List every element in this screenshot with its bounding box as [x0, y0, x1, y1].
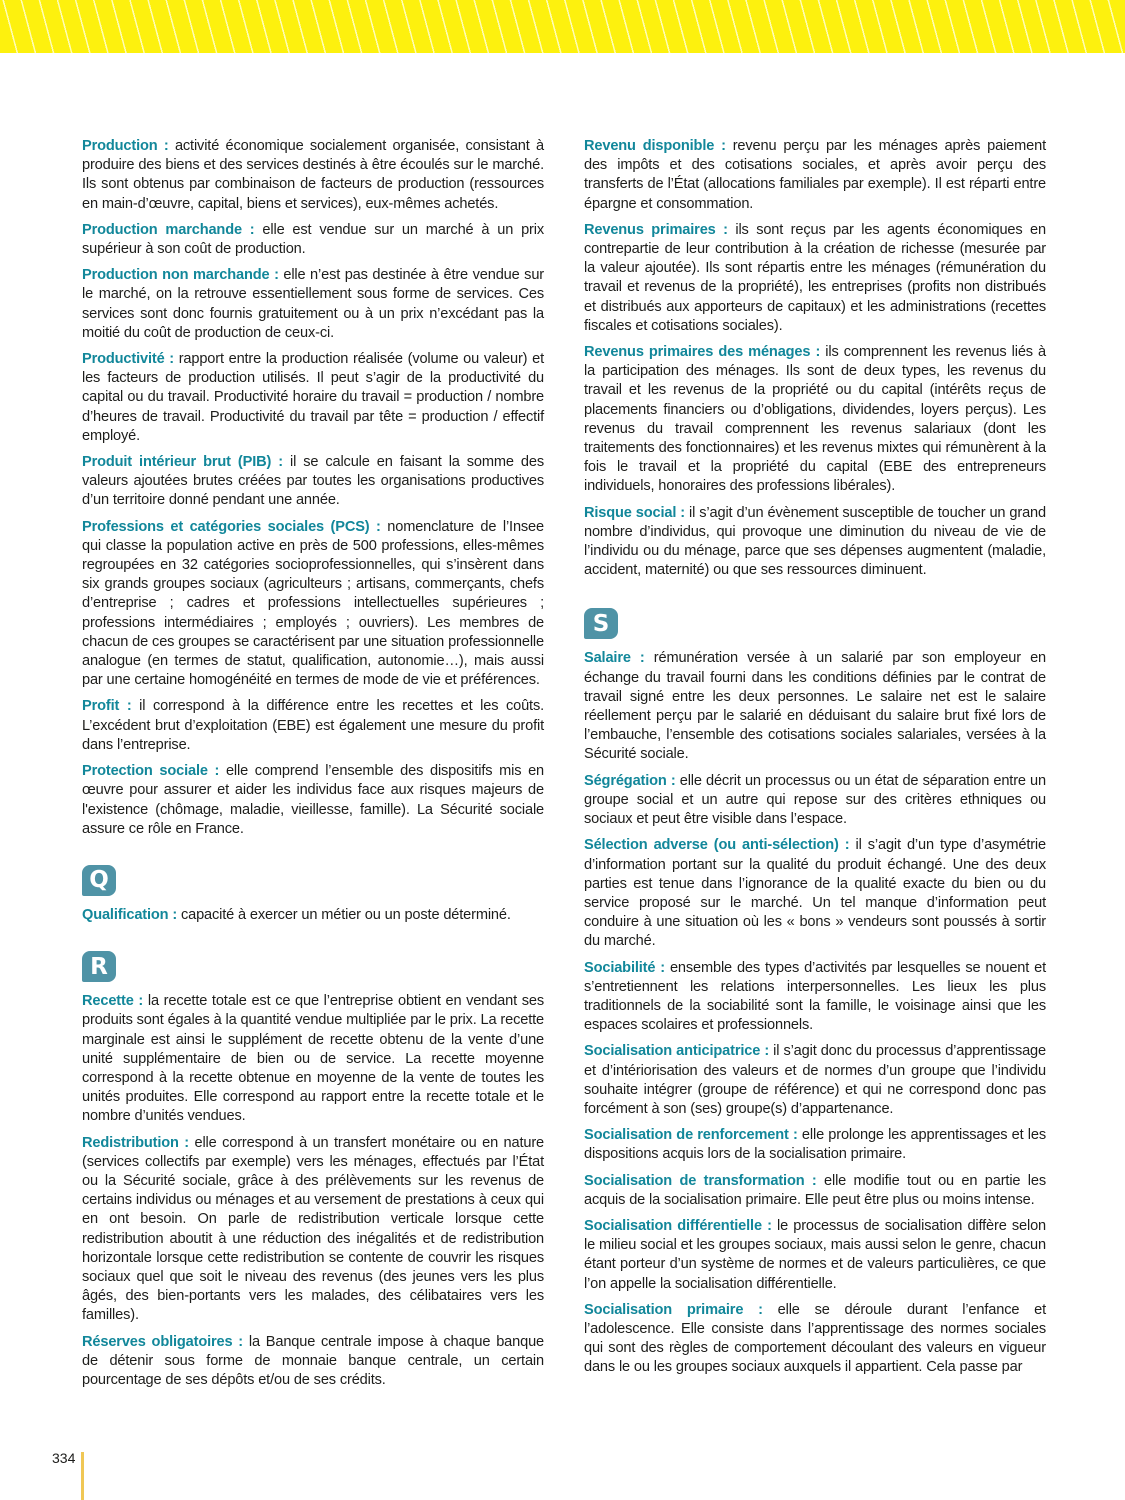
- glossary-entry-pcs: [82, 518, 544, 691]
- glossary-definition: nomenclature de l’Insee qui classe la population active en près de 500 professions, elles-mêmes regroupées en 32 catégories socioprofessionnelles, qui s’insèrent dans six grands groupes sociaux (agriculteurs ; artisans, commerçants, chefs d’entreprise ; cadres et professions intellectuelles supérieures ; professions intermédiaires ; employés ; ouvriers). Les membres de chacun de ces groupes se caractérisent par une situation professionnelle analogue (en termes de statut, qualification, autonomie…), mais aussi par une certaine homogénéité en termes de mode de vie et préférences.: [82, 518, 544, 689]
- glossary-term: Qualification :: [82, 906, 178, 923]
- glossary-entry-revenus-primaires: [584, 221, 1046, 336]
- glossary-term: Risque social :: [584, 504, 686, 521]
- glossary-definition: activité économique socialement organisée, consistant à produire des biens et des services destinés à être écoulés sur le marché. Ils sont obtenus par combinaison de facteurs de production (ressources en main-d’œuvre, capital, biens et services), eux-mêmes achetés.: [82, 138, 544, 212]
- glossary-definition: elle est vendue sur un marché à un prix supérieur à son coût de production.: [82, 221, 544, 258]
- glossary-entry-salaire: [584, 649, 1046, 764]
- glossary-term: Protection sociale :: [82, 763, 220, 780]
- glossary-term: Revenu disponible :: [584, 138, 726, 154]
- glossary-term: Produit intérieur brut (PIB) :: [82, 454, 283, 471]
- glossary-definition: elle se déroule durant l’enfance et l’adolescence. Elle consiste dans l’apprentissage des normes sociales qui sont des règles de comportement découlant des valeurs en vigueur dans le ou les groupes sociaux auxquels il appartient. Cela passe par: [584, 1301, 1046, 1376]
- glossary-entry-socialisation-renforcement: [584, 1126, 1046, 1164]
- section-letter-q: [82, 865, 544, 896]
- glossary-term: Profit :: [82, 698, 132, 715]
- letter-badge-icon: S: [584, 608, 618, 639]
- glossary-definition: rapport entre la production réalisée (volume ou valeur) et les facteurs de production utilisés. Il peut s’agir de la productivité du capital ou du travail. Productivité horaire du travail = production / nombre d’heures de travail. Productivité du travail par tête = production / effectif employé.: [82, 351, 544, 444]
- glossary-term: Socialisation de transformation :: [584, 1172, 817, 1189]
- glossary-definition: il s’agit d’un type d’asymétrie d’information portant sur la qualité du produit échangé. Une des deux parties est tenue dans l’ignorance de la qualité exacte du bien ou du service proposé sur le marché. Un tel manque d’information peut conduire à une situation où les « bons » vendeurs sont poussés à sortir du marché.: [584, 837, 1046, 950]
- glossary-definition: elle décrit un processus ou un état de séparation entre un groupe social et un autre qui repose sur des critères ethniques ou sociaux et peut être visible dans l’espace.: [584, 772, 1046, 828]
- glossary-definition: ils comprennent les revenus liés à la participation des ménages. Ils sont de deux types, les revenus du travail et les revenus de la propriété ou du capital (intérêts reçus de placements financiers ou d’obligations, dividendes, loyers perçus). Les revenus du travail comprennent les revenus salariaux (dont les traitements des fonctionnaires) et les revenus mixtes qui rémunèrent à la fois le travail et la propriété du capital (EBE des entrepreneurs individuels, honoraires des professions libérales).: [584, 344, 1046, 495]
- glossary-entry-pib: [82, 453, 544, 511]
- glossary-term: Revenus primaires des ménages :: [584, 344, 821, 361]
- glossary-definition: elle modifie tout ou en partie les acquis de la socialisation primaire. Elle peut être plus ou moins intense.: [584, 1172, 1046, 1208]
- glossary-column-left: [82, 137, 544, 1397]
- letter-badge-icon: R: [82, 951, 116, 982]
- glossary-definition: ensemble des types d’activités par lesquelles se nouent et s’entretiennent les relations interpersonnelles. Les lieux les plus traditionnels de la sociabilité sont la famille, le voisinage ainsi que les espaces scolaires et professionnels.: [584, 959, 1046, 1034]
- glossary-term: Socialisation primaire :: [584, 1301, 763, 1318]
- glossary-entry-sociabilite: [584, 959, 1046, 1036]
- page-number-rule: [81, 1452, 84, 1500]
- glossary-entry-reserves-obligatoires: [82, 1333, 544, 1391]
- glossary-definition: revenu perçu par les ménages après paiement des impôts et des cotisations sociales, et après avoir perçu des transferts de l’État (allocations familiales par exemple). Il est réparti entre épargne et consommation.: [584, 138, 1046, 212]
- glossary-term: Socialisation de renforcement :: [584, 1127, 798, 1144]
- glossary-definition: il s’agit donc du processus d’apprentissage et d’intériorisation des valeurs et de normes d’un groupe que l’individu souhaite intégrer (groupe de référence) et qui ne correspond donc pas forcément à son (ses) groupe(s) d’appartenance.: [584, 1043, 1046, 1117]
- glossary-definition: la recette totale est ce que l’entreprise obtient en vendant ses produits sont égales à la quantité vendue multipliée par le prix. La recette marginale est ainsi le supplément de recette obtenu de la vente d’une unité supplémentaire de bien ou de service. La recette moyenne correspond à la recette obtenue en moyenne de la vente de toutes les unités produites. Elle correspond au rapport entre la recette totale et le nombre d’unités vendues.: [82, 993, 545, 1125]
- glossary-entry-redistribution: [82, 1134, 544, 1326]
- page-number: 334: [52, 1450, 76, 1466]
- glossary-term: Socialisation différentielle :: [584, 1217, 772, 1234]
- glossary-definition: elle prolonge les apprentissages et les dispositions acquis lors de la socialisation primaire.: [584, 1127, 1046, 1163]
- glossary-definition: rémunération versée à un salarié par son employeur en échange du travail fourni dans les conditions définies par le contrat de travail signé entre les deux personnes. Le salaire net est le salaire réellement perçu par le salarié en déduisant du salaire brut fixé lors de l’embauche, l’ensemble des cotisations sociales salariales, versées à la Sécurité sociale.: [584, 650, 1047, 763]
- glossary-entry-production: [82, 137, 544, 214]
- glossary-term: Production non marchande :: [82, 267, 279, 284]
- glossary-term: Professions et catégories sociales (PCS) :: [82, 518, 381, 535]
- glossary-term: Production marchande :: [82, 221, 255, 238]
- glossary-entry-socialisation-transformation: [584, 1172, 1046, 1210]
- glossary-term: Ségrégation :: [584, 772, 676, 789]
- glossary-term: Revenus primaires :: [584, 221, 728, 238]
- glossary-entry-revenus-primaires-menages: [584, 343, 1046, 497]
- glossary-definition: elle n’est pas destinée à être vendue sur le marché, on la retrouve essentiellement sous forme de services. Ces services sont donc fournis gratuitement ou à un prix n’excédant pas la moitié du coût de production de ceux-ci.: [82, 267, 544, 341]
- glossary-definition: il correspond à la différence entre les recettes et les coûts. L’excédent brut d’exploitation (EBE) est également une mesure du profit dans l’entreprise.: [82, 698, 544, 753]
- glossary-definition: capacité à exercer un métier ou un poste déterminé.: [177, 906, 511, 923]
- glossary-definition: il se calcule en faisant la somme des valeurs ajoutées brutes créées par toutes les organisations productives d’un territoire donné pendant une année.: [82, 454, 544, 509]
- glossary-term: Réserves obligatoires :: [82, 1333, 244, 1350]
- glossary-entry-socialisation-primaire: [584, 1301, 1046, 1378]
- glossary-entry-qualification: [82, 906, 544, 925]
- decorative-header-band: [0, 0, 1125, 53]
- glossary-entry-segregation: [584, 772, 1046, 830]
- glossary-definition: elle comprend l’ensemble des dispositifs mis en œuvre pour assurer et aider les individus face aux risques majeurs de l'existence (chômage, maladie, vieillesse, famille). La Sécurité sociale assure ce rôle en France.: [82, 763, 545, 837]
- glossary-entry-risque-social: [584, 504, 1046, 581]
- glossary-entry-productivite: [82, 350, 544, 446]
- glossary-definition: il s’agit d’un évènement susceptible de toucher un grand nombre d’individus, qui provoque une diminution du niveau de vie de l’individu ou du ménage, parce que ses dépenses augmentent (maladie, accident, maternité) ou que ses ressources diminuent.: [584, 504, 1046, 579]
- glossary-term: Sociabilité :: [584, 959, 665, 976]
- glossary-term: Sélection adverse (ou anti-sélection) :: [584, 837, 850, 854]
- glossary-term: Redistribution :: [82, 1134, 190, 1151]
- glossary-definition: elle correspond à un transfert monétaire ou en nature (services collectifs par exemple) vers les ménages, effectués par l’État ou la Sécurité sociale, grâce à des prélèvements sur les revenus de certains individus ou ménages et au versement de prestations à ceux qui en ont besoin. On parle de redistribution verticale lorsque cette redistribution aboutit à une réduction des inégalités et de redistribution horizontale lorsque cette redistribution se contente de couvrir les risques sociaux quel que soit le niveau des revenus (des jeunes vers les plus âgés, des bien-portants vers les malades, des célibataires vers les familles).: [82, 1134, 545, 1324]
- glossary-entry-production-marchande: [82, 221, 544, 259]
- glossary-entry-protection-sociale: [82, 762, 544, 839]
- glossary-entry-profit: [82, 697, 544, 755]
- section-letter-s: [584, 608, 1046, 639]
- glossary-entry-socialisation-differentielle: [584, 1217, 1046, 1294]
- glossary-entry-production-non-marchande: [82, 266, 544, 343]
- glossary-entry-selection-adverse: [584, 836, 1046, 951]
- glossary-term: Productivité :: [82, 351, 174, 368]
- glossary-entry-recette: [82, 992, 544, 1126]
- glossary-definition: ils sont reçus par les agents économiques en contrepartie de leur contribution à la création de richesse (mesurée par la valeur ajoutée). Ils sont répartis entre les ménages (rémunération du travail et revenus de la propriété), les entreprises (profits non distribués et distribués aux apporteurs de capitaux) et les administrations (recettes fiscales et cotisations sociales).: [584, 221, 1046, 334]
- glossary-column-right: [584, 137, 1046, 1385]
- glossary-term: Socialisation anticipatrice :: [584, 1043, 770, 1060]
- glossary-definition: le processus de socialisation diffère selon le milieu social et les groupes sociaux, mais aussi selon le genre, chacun étant porteur d’un système de normes et de valeurs particulières, ce que l’on appelle la socialisation différentielle.: [584, 1217, 1047, 1292]
- glossary-entry-revenu-disponible: [584, 137, 1046, 214]
- letter-badge-icon: Q: [82, 865, 116, 896]
- glossary-term: Salaire :: [584, 650, 645, 667]
- glossary-term: Recette :: [82, 993, 144, 1010]
- glossary-definition: la Banque centrale impose à chaque banque de détenir sous forme de monnaie banque centrale, un certain pourcentage de ses dépôts et/ou de ses crédits.: [82, 1333, 544, 1388]
- section-letter-r: [82, 951, 544, 982]
- glossary-entry-socialisation-anticipatrice: [584, 1042, 1046, 1119]
- glossary-term: Production :: [82, 138, 169, 154]
